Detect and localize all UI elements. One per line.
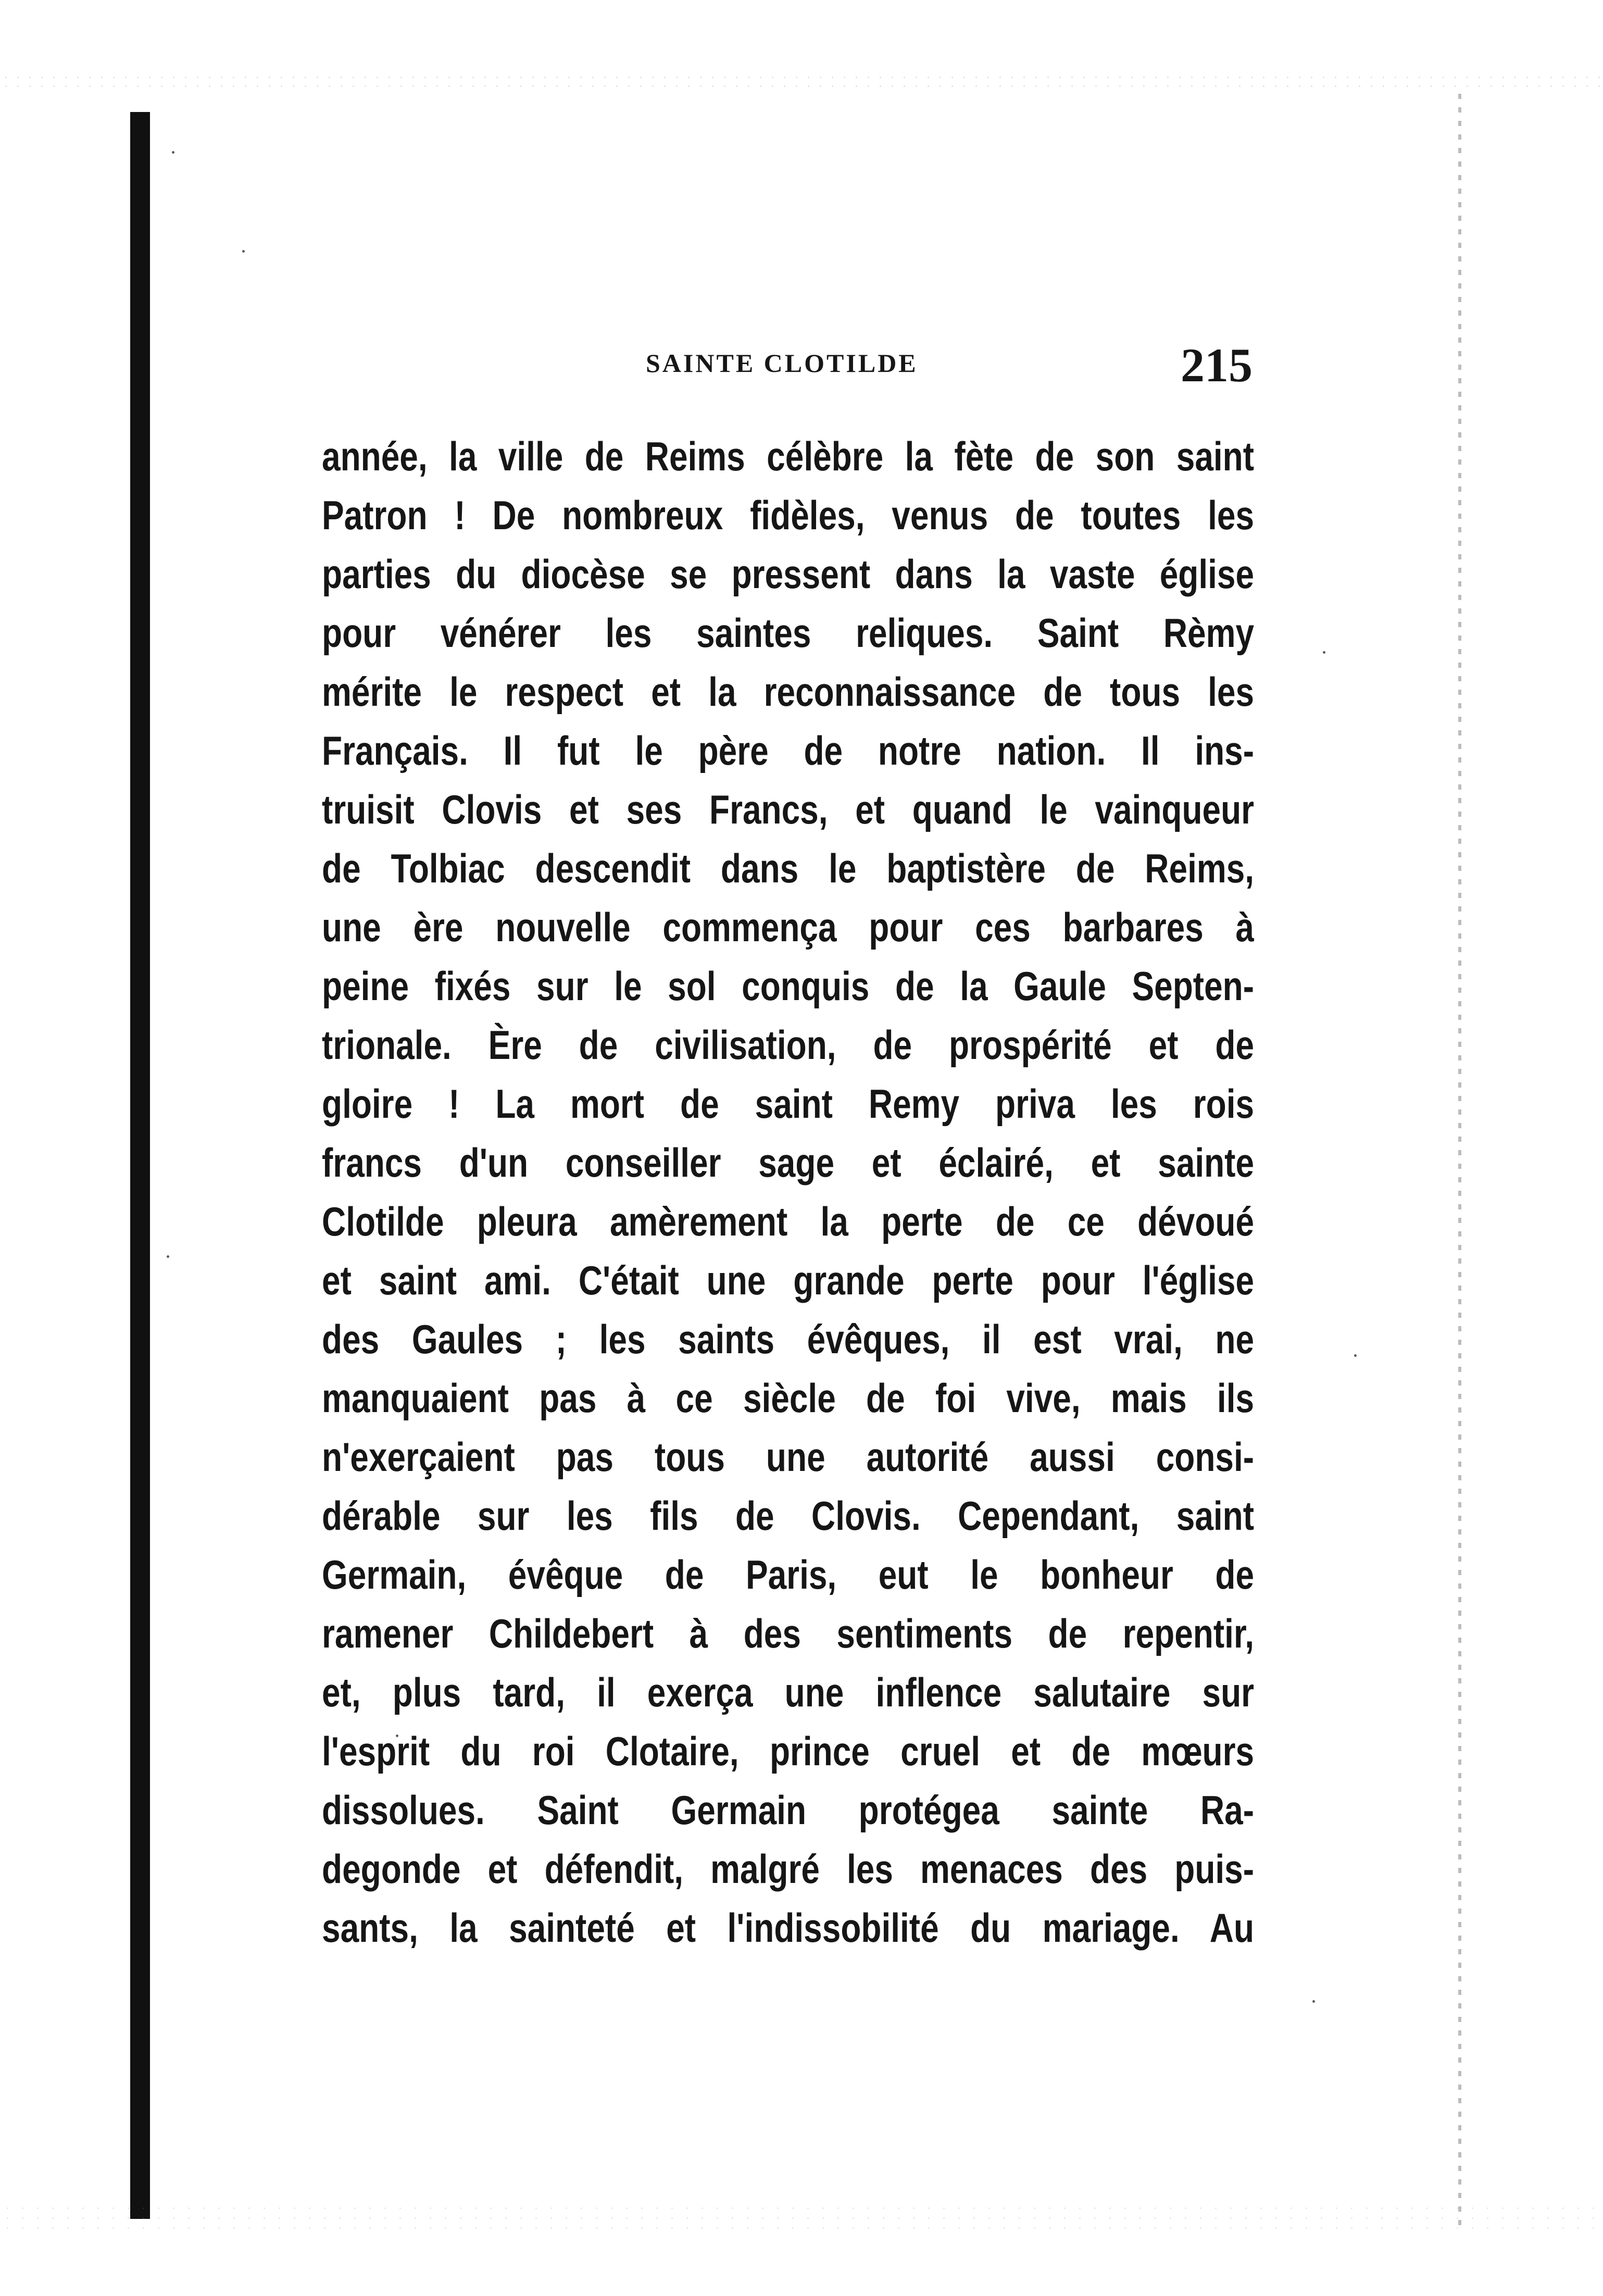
text-line: Patron ! De nombreux fidèles, venus de toutes les [322,492,1255,538]
text-line: ramener Childebert à des sentiments de repentir, [322,1611,1255,1656]
text-line: francs d'un conseiller sage et éclairé, et sainte [322,1140,1255,1186]
text-line: une ère nouvelle commença pour ces barbares à [322,904,1255,950]
scan-noise-top [0,73,1603,94]
text-line: année, la ville de Reims célèbre la fète de son saint [322,433,1255,479]
body-text [322,427,1255,1957]
text-line: Clotilde pleura amèrement la perte de ce dévoué [322,1199,1255,1244]
text-line: et saint ami. C'était une grande perte pour l'église [322,1257,1255,1303]
text-line: trionale. Ère de civilisation, de prospérité et de [322,1022,1255,1068]
text-line: Français. Il fut le père de notre nation. Il ins- [322,728,1255,773]
text-line: parties du diocèse se pressent dans la vaste église [322,551,1255,597]
text-line: n'exerçaient pas tous une autorité aussi consi- [322,1434,1255,1480]
text-line: peine fixés sur le sol conquis de la Gaule Septen- [322,963,1255,1009]
scan-noise-bottom [0,2203,1603,2235]
text-line: et, plus tard, il exerça une inflence salutaire sur [322,1669,1255,1715]
text-line: Germain, évêque de Paris, eut le bonheur de [322,1552,1255,1598]
scan-speck [172,151,174,154]
scan-speck [167,1255,169,1258]
scan-speck [1323,651,1325,654]
text-line: de Tolbiac descendit dans le baptistère de Reims, [322,845,1255,891]
text-line: dissolues. Saint Germain protégea sainte Ra- [322,1787,1255,1833]
text-line: dérable sur les fils de Clovis. Cependant, saint [322,1493,1255,1539]
text-line: manquaient pas à ce siècle de foi vive, mais ils [322,1375,1255,1421]
text-line: pour vénérer les saintes reliques. Saint Rèmy [322,610,1255,656]
page-edge-shadow [1458,94,1461,2229]
text-line: mérite le respect et la reconnaissance de tous les [322,669,1255,715]
running-head [323,338,1253,395]
text-line: des Gaules ; les saints évêques, il est vrai, ne [322,1316,1255,1362]
text-line: degonde et défendit, malgré les menaces des puis- [322,1846,1255,1892]
text-line: gloire ! La mort de saint Remy priva les rois [322,1081,1255,1127]
page-number: 215 [1181,339,1253,392]
scan-speck [242,250,245,253]
scan-speck [1354,1354,1357,1357]
text-line: sants, la sainteté et l'indissobilité du mariage. Au [322,1905,1255,1951]
text-line: l'esprit du roi Clotaire, prince cruel et de mœurs [322,1728,1255,1774]
text-line: truisit Clovis et ses Francs, et quand le vainqueur [322,787,1255,832]
binding-edge-bar [130,112,150,2219]
scan-speck [1312,2000,1315,2003]
running-title: SAINTE CLOTILDE [646,348,918,378]
